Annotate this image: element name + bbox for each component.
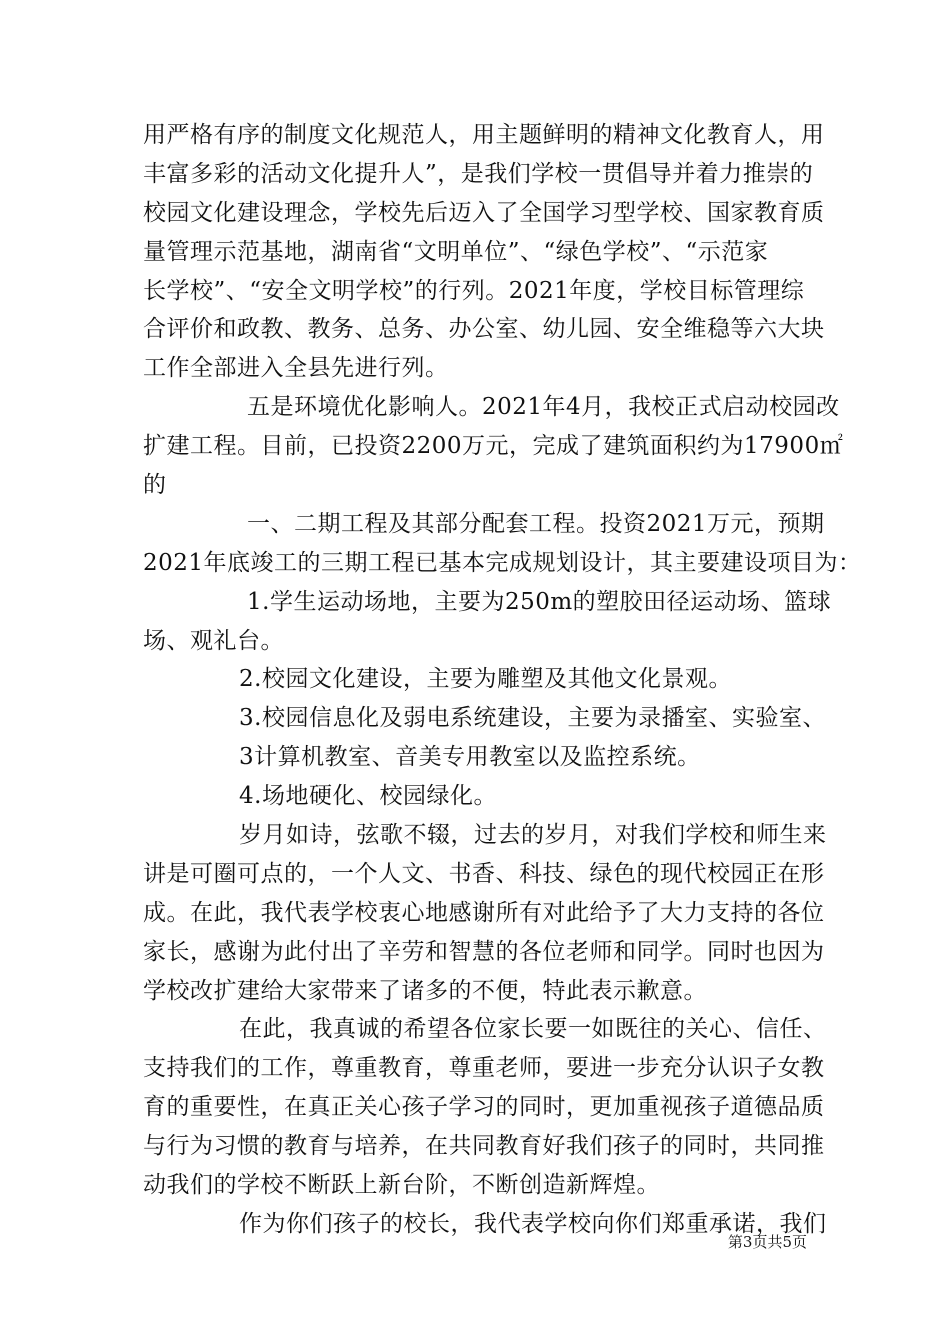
text-line: 合评价和政教、教务、总务、办公室、幼儿园、安全维稳等六大块	[143, 316, 825, 343]
text-line: 扩建工程。目前，已投资2200万元，完成了建筑面积约为17900㎡	[143, 433, 844, 460]
text-line: 场、观礼台。	[143, 627, 284, 654]
page-number-footer: 第3页共5页	[727, 1233, 807, 1251]
text-line: 家长，感谢为此付出了辛劳和智慧的各位老师和同学。同时也因为	[143, 938, 825, 965]
list-item-line: 2.校园文化建设，主要为雕塑及其他文化景观。	[239, 666, 732, 693]
text-line: 2021年底竣工的三期工程已基本完成规划设计，其主要建设项目为：	[143, 549, 862, 576]
text-line: 丰富多彩的活动文化提升人”，是我们学校一贯倡导并着力推崇的	[143, 160, 814, 187]
text-line: 成。在此，我代表学校衷心地感谢所有对此给予了大力支持的各位	[143, 899, 825, 926]
text-line: 量管理示范基地，湖南省“文明单位”、“绿色学校”、“示范家	[143, 238, 769, 265]
paragraph-start-line: 岁月如诗，弦歌不辍，过去的岁月，对我们学校和师生来	[239, 822, 827, 849]
text-line: 支持我们的工作，尊重教育，尊重老师，要进一步充分认识子女教	[143, 1055, 825, 1082]
paragraph-start-line: 在此，我真诚的希望各位家长要一如既往的关心、信任、	[239, 1016, 827, 1043]
text-line: 讲是可圈可点的，一个人文、书香、科技、绿色的现代校园正在形	[143, 860, 825, 887]
text-line: 校园文化建设理念，学校先后迈入了全国学习型学校、国家教育质	[143, 199, 825, 226]
text-line: 工作全部进入全县先进行列。	[143, 355, 449, 382]
text-line: 育的重要性，在真正关心孩子学习的同时，更加重视孩子道德品质	[143, 1094, 825, 1121]
list-item-line: 1.学生运动场地，主要为250m的塑胶田径运动场、篮球	[247, 588, 832, 615]
text-line: 动我们的学校不断跃上新台阶，不断创造新辉煌。	[143, 1172, 660, 1199]
list-item-line: 3计算机教室、音美专用教室以及监控系统。	[239, 744, 701, 771]
text-line: 用严格有序的制度文化规范人，用主题鲜明的精神文化教育人，用	[143, 122, 825, 148]
text-line: 的	[143, 472, 167, 499]
list-item-line: 3.校园信息化及弱电系统建设，主要为录播室、实验室、	[239, 705, 826, 732]
document-body	[143, 116, 862, 1244]
paragraph-start-line: 作为你们孩子的校长，我代表学校向你们郑重承诺，我们	[239, 1210, 827, 1237]
text-line: 长学校”、“安全文明学校”的行列。2021年度，学校目标管理综	[143, 277, 805, 304]
paragraph-start-line: 一、二期工程及其部分配套工程。投资2021万元，预期	[247, 510, 825, 537]
text-line: 与行为习惯的教育与培养，在共同教育好我们孩子的同时，共同推	[143, 1133, 825, 1160]
paragraph-start-line: 五是环境优化影响人。2021年4月，我校正式启动校园改	[247, 394, 840, 421]
text-line: 学校改扩建给大家带来了诸多的不便，特此表示歉意。	[143, 977, 707, 1004]
list-item-line: 4.场地硬化、校园绿化。	[239, 783, 497, 810]
